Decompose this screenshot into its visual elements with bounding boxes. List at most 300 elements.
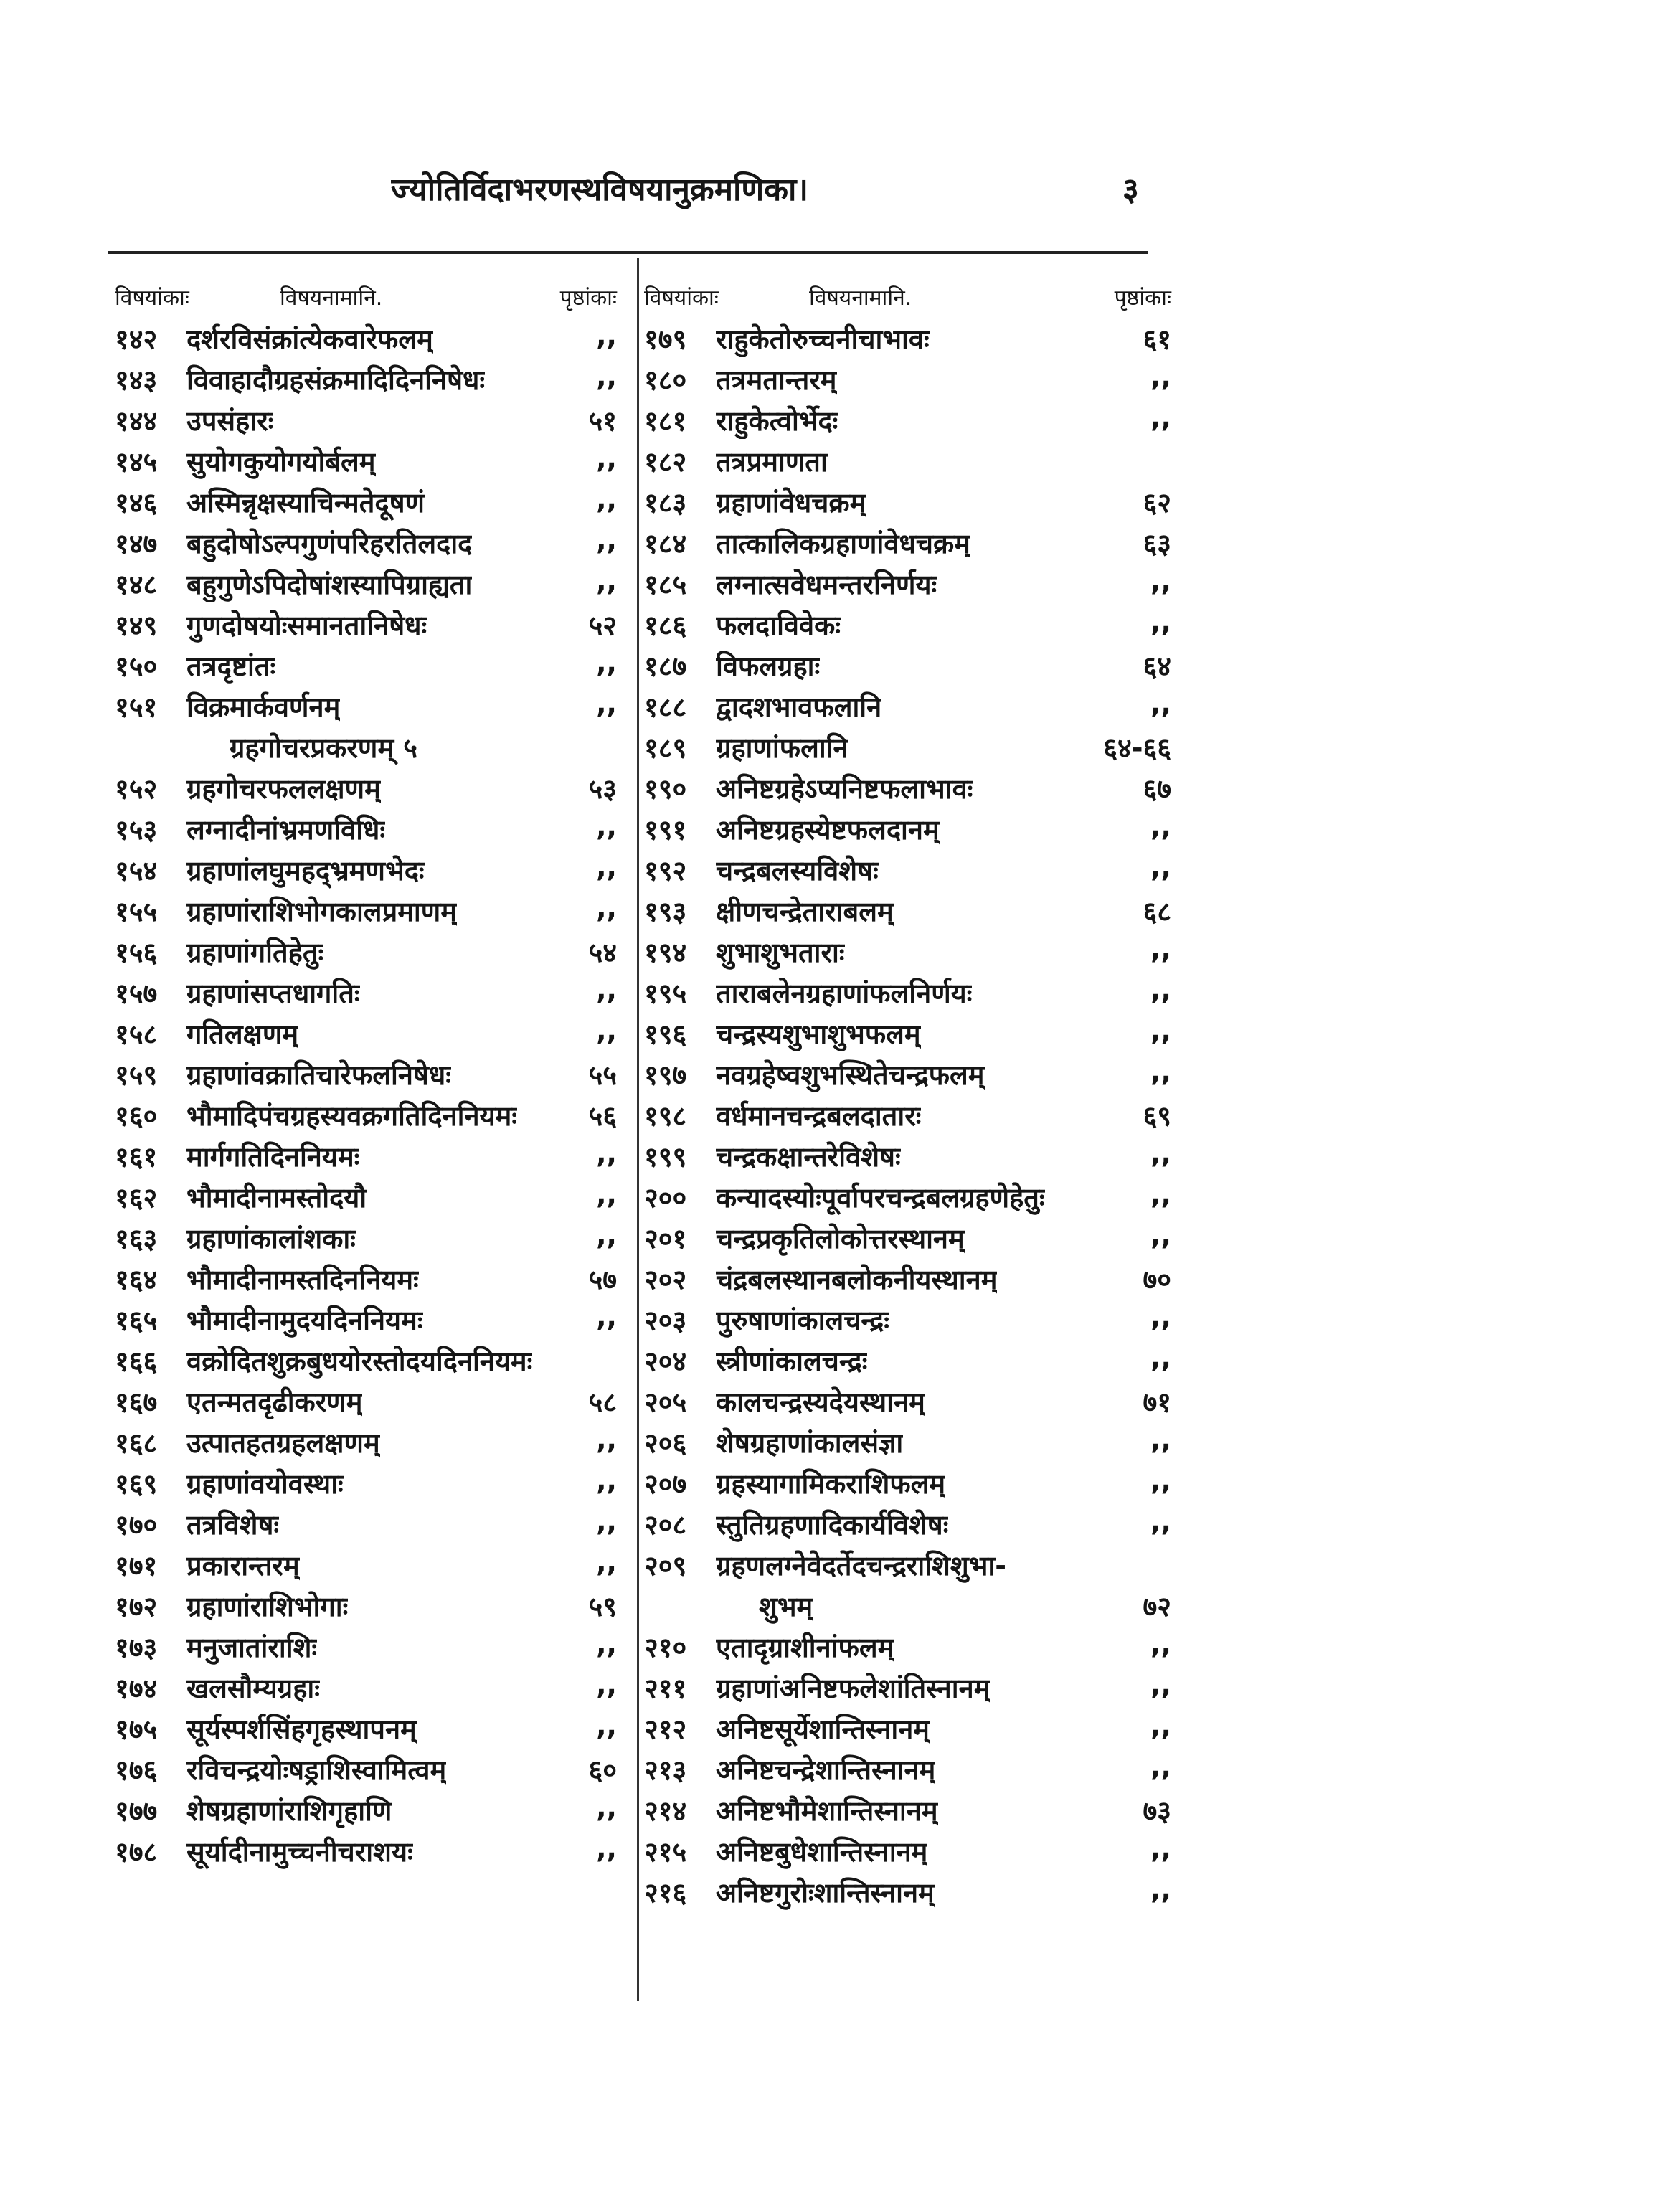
entry-number: १७४: [115, 1673, 158, 1704]
entry-subject: कालचन्द्रस्यदेयस्थानम्: [716, 1386, 925, 1418]
entry-subject: कन्यादस्योःपूर्वापरचन्द्रबलग्रहणेहेतुः: [716, 1182, 1045, 1214]
index-row: [115, 316, 624, 356]
entry-number: २१३: [644, 1754, 687, 1786]
entry-number: १७५: [115, 1714, 158, 1745]
entry-number: १६१: [115, 1141, 158, 1173]
entry-subject: ग्रहाणांवयोवस्थाः: [186, 1468, 344, 1500]
entry-number: २१४: [644, 1795, 687, 1827]
index-row: [115, 1338, 624, 1379]
index-row: [644, 561, 1178, 602]
index-row: [115, 1706, 624, 1747]
entry-page: ,,: [1150, 851, 1171, 883]
entry-page: ,,: [1150, 1465, 1171, 1496]
entry-page: ,,: [1150, 1833, 1171, 1864]
entry-page: ७१: [1143, 1386, 1171, 1418]
entry-subject: चन्द्रप्रकृतिलोकोत्तरस्थानम्: [716, 1223, 965, 1254]
entry-subject: अनिष्टचन्द्रेशान्तिस्नानम्: [716, 1754, 936, 1786]
index-row: [644, 1379, 1178, 1419]
page-title: ज्योतिर्विदाभरणस्थविषयानुक्रमणिका।: [391, 171, 809, 208]
entry-page: ६७: [1143, 773, 1171, 805]
index-row: [644, 1501, 1178, 1542]
entry-page: ५८: [588, 1386, 617, 1418]
entry-page: ७२: [1143, 1591, 1171, 1622]
index-row: [115, 1460, 624, 1501]
entry-subject: खलसौम्यग्रहाः: [186, 1673, 320, 1704]
entry-page: ,,: [596, 1015, 617, 1046]
entry-subject: अनिष्टगुरोःशान्तिस्नानम्: [716, 1877, 935, 1909]
entry-page: ,,: [596, 443, 617, 474]
entry-page: ७३: [1143, 1795, 1171, 1827]
section-heading: [644, 1583, 1178, 1624]
index-row: [115, 1542, 624, 1583]
entry-subject: ग्रहाणांराशिभोगकालप्रमाणम्: [186, 896, 457, 927]
index-row: [115, 1051, 624, 1092]
entry-number: १६९: [115, 1468, 158, 1500]
entry-subject: चन्द्रस्यशुभाशुभफलम्: [716, 1018, 921, 1050]
left-column: [115, 276, 624, 1869]
entry-page: ,,: [1150, 974, 1171, 1006]
entry-subject: नवग्रहेष्वशुभस्थितेचन्द्रफलम्: [716, 1059, 985, 1091]
entry-page: ६२: [1143, 487, 1171, 519]
index-row: [644, 1051, 1178, 1092]
entry-page: ,,: [1150, 565, 1171, 597]
entry-page: ,,: [1150, 1424, 1171, 1455]
entry-number: १८७: [644, 651, 687, 682]
entry-subject: भौमादीनामुदयदिननियमः: [186, 1305, 423, 1336]
entry-number: १५८: [115, 1018, 158, 1050]
entry-page: ६८: [1143, 896, 1171, 927]
entry-subject: लग्नादीनांभ्रमणविधिः: [186, 814, 386, 846]
index-row: [115, 684, 624, 724]
entry-page: ,,: [1150, 1628, 1171, 1660]
entry-page: ,,: [1150, 933, 1171, 965]
entry-number: १६७: [115, 1386, 158, 1418]
entry-subject: ग्रहगोचरप्रकरणम् ५: [230, 732, 418, 764]
entry-number: १४७: [115, 528, 158, 559]
entry-subject: रविचन्द्रयोःषड्राशिस्वामित्वम्: [186, 1754, 447, 1786]
entry-number: १५०: [115, 651, 158, 682]
index-row: [115, 561, 624, 602]
entry-number: १७६: [115, 1754, 158, 1786]
entry-number: १७७: [115, 1795, 158, 1827]
index-row: [644, 1215, 1178, 1256]
entry-page: ,,: [596, 320, 617, 351]
entry-page: ५४: [588, 937, 617, 968]
index-row: [644, 1011, 1178, 1051]
index-row: [644, 1869, 1178, 1910]
entry-number: १४६: [115, 487, 158, 519]
entry-subject: ग्रहाणांसप्तधागतिः: [186, 978, 360, 1009]
entry-page: ६०: [588, 1754, 617, 1786]
entry-number: १५३: [115, 814, 158, 846]
entry-subject: सुयोगकुयोगयोर्बलम्: [186, 446, 376, 478]
entry-number: १५१: [115, 691, 158, 723]
entry-subject: उपसंहारः: [186, 405, 274, 437]
entry-page: ५५: [588, 1059, 617, 1091]
index-row: [115, 643, 624, 684]
index-row: [644, 643, 1178, 684]
index-row: [644, 1256, 1178, 1297]
entry-subject: शेषग्रहाणांराशिगृहाणि: [186, 1795, 392, 1827]
index-row: [644, 1624, 1178, 1665]
entry-number: १७९: [644, 323, 687, 355]
entry-number: १५४: [115, 855, 158, 887]
entry-subject: अनिष्टग्रहस्येष्टफलदानम्: [716, 814, 940, 846]
entry-page: ,,: [596, 892, 617, 924]
entry-number: १६८: [115, 1427, 158, 1459]
entry-subject: ग्रहगोचरफललक्षणम्: [186, 773, 381, 805]
entry-number: १७३: [115, 1632, 158, 1663]
entry-subject: तत्रविशेषः: [186, 1509, 280, 1541]
entry-page: ,,: [596, 1628, 617, 1660]
index-row: [115, 1665, 624, 1706]
entry-page: ,,: [596, 851, 617, 883]
index-row: [644, 520, 1178, 561]
entry-number: १६६: [115, 1346, 158, 1377]
index-row: [115, 765, 624, 806]
entry-subject: एतादृग्राशीनांफलम्: [716, 1632, 894, 1663]
index-row: [115, 1174, 624, 1215]
entry-subject: विक्रमार्कवर्णनम्: [186, 691, 341, 723]
index-row: [644, 602, 1178, 643]
entry-page: ,,: [1150, 1219, 1171, 1251]
index-row: [644, 888, 1178, 929]
entry-number: १४४: [115, 405, 158, 437]
entry-page: ,,: [1150, 361, 1171, 392]
entry-page: ,,: [1150, 1056, 1171, 1087]
entry-subject: शेषग्रहाणांकालसंज्ञा: [716, 1427, 904, 1459]
entry-number: १८५: [644, 569, 687, 600]
entry-page: ५३: [588, 773, 617, 805]
entry-number: १७२: [115, 1591, 158, 1622]
entry-subject: तत्रमतान्तरम्: [716, 364, 837, 396]
right-index-list: [644, 316, 1178, 1910]
entry-number: १५९: [115, 1059, 158, 1091]
page-header: [0, 166, 1664, 224]
left-index-list: [115, 316, 624, 1869]
entry-subject: गतिलक्षणम्: [186, 1018, 299, 1050]
index-row: [644, 1828, 1178, 1869]
entry-page: ,,: [596, 1833, 617, 1864]
entry-number: २०३: [644, 1305, 687, 1336]
index-row: [644, 1665, 1178, 1706]
entry-subject: गुणदोषयोःसमानतानिषेधः: [186, 610, 427, 641]
entry-number: २१६: [644, 1877, 687, 1909]
entry-page: ,,: [1150, 810, 1171, 842]
entry-number: १५७: [115, 978, 158, 1009]
entry-page: ,,: [1150, 1669, 1171, 1701]
index-row: [115, 1828, 624, 1869]
entry-subject: तात्कालिकग्रहाणांवेधचक्रम्: [716, 528, 970, 559]
entry-subject: अनिष्टबुधेशान्तिस्नानम्: [716, 1836, 928, 1868]
index-row: [644, 438, 1178, 479]
entry-number: १९४: [644, 937, 687, 968]
entry-subject: भौमादीनामस्तदिननियमः: [186, 1264, 419, 1295]
entry-subject: चन्द्रबलस्यविशेषः: [716, 855, 879, 887]
entry-subject: अनिष्टभौमेशान्तिस्नानम्: [716, 1795, 938, 1827]
entry-subject: भौमादिपंचग्रहस्यवक्रगतिदिननियमः: [186, 1100, 517, 1132]
entry-number: १९२: [644, 855, 687, 887]
entry-subject: सूर्यादीनामुच्चनीचराशयः: [186, 1836, 413, 1868]
entry-number: १८८: [644, 691, 687, 723]
index-row: [115, 929, 624, 970]
entry-page: ६१: [1143, 323, 1171, 355]
index-row: [644, 316, 1178, 356]
entry-number: १९१: [644, 814, 687, 846]
right-column: [644, 276, 1178, 1910]
entry-subject: ताराबलेनग्रहाणांफलनिर्णयः: [716, 978, 973, 1009]
entry-subject: फलदाविवेकः: [716, 610, 841, 641]
subject-heading: विषयनामानि.: [809, 285, 912, 311]
index-row: [115, 602, 624, 643]
entry-page: ,,: [596, 524, 617, 556]
entry-page: ,,: [596, 1506, 617, 1537]
entry-subject: ग्रहाणांराशिभोगाः: [186, 1591, 349, 1622]
index-row: [115, 1215, 624, 1256]
entry-number: १७०: [115, 1509, 158, 1541]
entry-subject: बहुदोषोऽल्पगुणंपरिहरतिलदाद: [186, 528, 473, 559]
entry-subject: पुरुषाणांकालचन्द्रः: [716, 1305, 889, 1336]
entry-subject: वर्धमानचन्द्रबलदातारः: [716, 1100, 922, 1132]
entry-number: १४२: [115, 323, 158, 355]
entry-page: ६४-६६: [1103, 732, 1171, 764]
entry-page: ,,: [1150, 1506, 1171, 1537]
entry-number: १९६: [644, 1018, 687, 1050]
index-row: [115, 1419, 624, 1460]
entry-page: ,,: [596, 1710, 617, 1741]
index-row: [644, 929, 1178, 970]
index-row: [115, 520, 624, 561]
entry-number: २०७: [644, 1468, 687, 1500]
entry-subject: विफलग्रहाः: [716, 651, 821, 682]
entry-subject: अनिष्टसूर्येशान्तिस्नानम्: [716, 1714, 930, 1745]
entry-page: ५१: [588, 405, 617, 437]
entry-number: १४३: [115, 364, 158, 396]
entry-number: १६०: [115, 1100, 158, 1132]
entry-number: २१०: [644, 1632, 687, 1663]
section-heading: [115, 724, 624, 765]
entry-page: ,,: [596, 688, 617, 719]
entry-number: १६४: [115, 1264, 158, 1295]
entry-number: १९३: [644, 896, 687, 927]
entry-number: २१२: [644, 1714, 687, 1745]
entry-subject: अनिष्टग्रहेऽप्यनिष्टफलाभावः: [716, 773, 973, 805]
entry-number: १६५: [115, 1305, 158, 1336]
index-row: [644, 1174, 1178, 1215]
entry-subject: दर्शरविसंक्रांत्येकवारेफलम्: [186, 323, 433, 355]
entry-page: ,,: [1150, 1873, 1171, 1905]
entry-subject: राहुकेत्वोर्भेदः: [716, 405, 838, 437]
entry-subject: स्त्रीणांकालचन्द्रः: [716, 1346, 868, 1377]
entry-number: १८९: [644, 732, 687, 764]
index-row: [644, 479, 1178, 520]
index-row: [115, 1092, 624, 1133]
entry-subject: अस्मिन्नृक्षस्याचिन्मतेदूषणं: [186, 487, 425, 519]
index-row: [115, 1583, 624, 1624]
entry-subject: बहुगुणेऽपिदोषांशस्यापिग्राह्यता: [186, 569, 473, 600]
entry-number: १५२: [115, 773, 158, 805]
entry-page: ,,: [596, 1178, 617, 1210]
entry-number: २००: [644, 1182, 687, 1214]
index-row: [115, 1501, 624, 1542]
entry-subject: मार्गगतिदिननियमः: [186, 1141, 360, 1173]
index-row: [644, 806, 1178, 847]
entry-subject: ग्रहाणांकालांशकाः: [186, 1223, 356, 1254]
index-row: [115, 970, 624, 1011]
entry-subject: ग्रहस्यागामिकराशिफलम्: [716, 1468, 946, 1500]
entry-page: ५६: [588, 1100, 617, 1132]
entry-subject: सूर्यस्पर्शसिंहगृहस्थापनम्: [186, 1714, 417, 1745]
entry-number: १९९: [644, 1141, 687, 1173]
index-row: [115, 397, 624, 438]
entry-number: १७१: [115, 1550, 158, 1582]
index-row: [115, 847, 624, 888]
entry-page: ५२: [588, 610, 617, 641]
entry-page: ६४: [1143, 651, 1171, 682]
index-row: [644, 1706, 1178, 1747]
entry-page: ६३: [1143, 528, 1171, 559]
page-number: ३: [1122, 171, 1139, 208]
entry-number: २०१: [644, 1223, 687, 1254]
entry-page: ,,: [596, 1546, 617, 1578]
index-row: [115, 356, 624, 397]
index-row: [644, 397, 1178, 438]
entry-subject: क्षीणचन्द्रेताराबलम्: [716, 896, 894, 927]
entry-subject: शुभाशुभताराः: [716, 937, 845, 968]
entry-page: ,,: [1150, 606, 1171, 638]
entry-number: १५५: [115, 896, 158, 927]
entry-number: २०९: [644, 1550, 687, 1582]
entry-subject: उत्पातहतग्रहलक्षणम्: [186, 1427, 380, 1459]
index-row: [115, 1256, 624, 1297]
subject-heading: विषयनामानि.: [280, 285, 383, 311]
index-row: [115, 438, 624, 479]
entry-number: २१५: [644, 1836, 687, 1868]
entry-number: २०२: [644, 1264, 687, 1295]
entry-page: ,,: [596, 1792, 617, 1823]
entry-page: ७०: [1143, 1264, 1171, 1295]
entry-subject: ग्रहाणांगतिहेतुः: [186, 937, 324, 968]
index-row: [115, 1011, 624, 1051]
index-row: [644, 1542, 1178, 1583]
entry-page: ,,: [596, 565, 617, 597]
index-row: [644, 1460, 1178, 1501]
entry-number: २०६: [644, 1427, 687, 1459]
index-row: [115, 479, 624, 520]
entry-number: १६२: [115, 1182, 158, 1214]
entry-page: ,,: [1150, 1178, 1171, 1210]
entry-page: ,,: [596, 1669, 617, 1701]
entry-subject: तत्रप्रमाणता: [716, 446, 828, 478]
number-heading: विषयांकाः: [644, 285, 719, 311]
index-row: [115, 1624, 624, 1665]
entry-number: १८०: [644, 364, 687, 396]
entry-subject: लग्नात्सवेधमन्तरनिर्णयः: [716, 569, 937, 600]
entry-subject: ग्रहाणांवेधचक्रम्: [716, 487, 866, 519]
header-rule: [108, 251, 1148, 254]
entry-page: ६९: [1143, 1100, 1171, 1132]
index-row: [115, 1297, 624, 1338]
entry-page: ,,: [596, 810, 617, 842]
entry-number: १८२: [644, 446, 687, 478]
entry-page: ,,: [596, 1138, 617, 1169]
entry-page: ,,: [596, 647, 617, 679]
index-row: [644, 847, 1178, 888]
index-row: [644, 970, 1178, 1011]
entry-subject: ग्रहाणांफलानि: [716, 732, 848, 764]
index-row: [644, 1787, 1178, 1828]
entry-subject: शुभम्: [759, 1591, 813, 1622]
entry-subject: राहुकेतोरुच्चनीचाभावः: [716, 323, 930, 355]
index-row: [115, 1379, 624, 1419]
index-row: [115, 888, 624, 929]
entry-subject: ग्रहणलग्नेवेदर्तेदचन्द्रराशिशुभा-: [716, 1550, 1007, 1582]
index-row: [644, 1338, 1178, 1379]
entry-number: १८६: [644, 610, 687, 641]
index-row: [644, 1297, 1178, 1338]
left-column-header: [115, 276, 624, 316]
entry-subject: द्वादशभावफलानि: [716, 691, 882, 723]
entry-page: ५७: [588, 1264, 617, 1295]
page-heading: पृष्ठांकाः: [1114, 285, 1171, 311]
index-row: [644, 684, 1178, 724]
entry-subject: तत्रदृष्टांतः: [186, 651, 276, 682]
entry-page: ,,: [596, 361, 617, 392]
entry-number: २११: [644, 1673, 687, 1704]
entry-number: १९५: [644, 978, 687, 1009]
entry-page: ,,: [1150, 1015, 1171, 1046]
index-row: [115, 806, 624, 847]
entry-subject: भौमादीनामस्तोदयौ: [186, 1182, 367, 1214]
entry-subject: चंद्रबलस्थानबलोकनीयस्थानम्: [716, 1264, 998, 1295]
entry-number: १९७: [644, 1059, 687, 1091]
entry-number: २०४: [644, 1346, 687, 1377]
number-heading: विषयांकाः: [115, 285, 189, 311]
entry-page: ,,: [1150, 1342, 1171, 1374]
entry-subject: प्रकारान्तरम्: [186, 1550, 300, 1582]
entry-subject: ग्रहाणांअनिष्टफलेशांतिस्नानम्: [716, 1673, 991, 1704]
index-row: [644, 356, 1178, 397]
entry-subject: ग्रहाणांवक्रातिचारेफलनिषेधः: [186, 1059, 451, 1091]
entry-number: १८१: [644, 405, 687, 437]
entry-number: १५६: [115, 937, 158, 968]
entry-page: ,,: [596, 1301, 617, 1333]
entry-subject: वक्रोदितशुक्रबुधयोरस्तोदयदिननियमः: [186, 1346, 533, 1377]
entry-page: ,,: [1150, 1138, 1171, 1169]
index-row: [644, 1133, 1178, 1174]
entry-number: १९०: [644, 773, 687, 805]
entry-number: १४९: [115, 610, 158, 641]
entry-page: ५९: [588, 1591, 617, 1622]
entry-page: ,,: [596, 1465, 617, 1496]
entry-number: १४८: [115, 569, 158, 600]
entry-subject: एतन्मतदृढीकरणम्: [186, 1386, 363, 1418]
entry-page: ,,: [596, 1219, 617, 1251]
entry-number: १८४: [644, 528, 687, 559]
entry-number: १८३: [644, 487, 687, 519]
entry-number: २०५: [644, 1386, 687, 1418]
entry-number: १७८: [115, 1836, 158, 1868]
entry-number: १४५: [115, 446, 158, 478]
entry-page: ,,: [1150, 688, 1171, 719]
entry-page: ,,: [1150, 1710, 1171, 1741]
index-row: [644, 1747, 1178, 1787]
index-row: [115, 1747, 624, 1787]
entry-number: १६३: [115, 1223, 158, 1254]
entry-page: ,,: [596, 483, 617, 515]
index-row: [115, 1133, 624, 1174]
entry-subject: चन्द्रकक्षान्तरेविशेषः: [716, 1141, 901, 1173]
